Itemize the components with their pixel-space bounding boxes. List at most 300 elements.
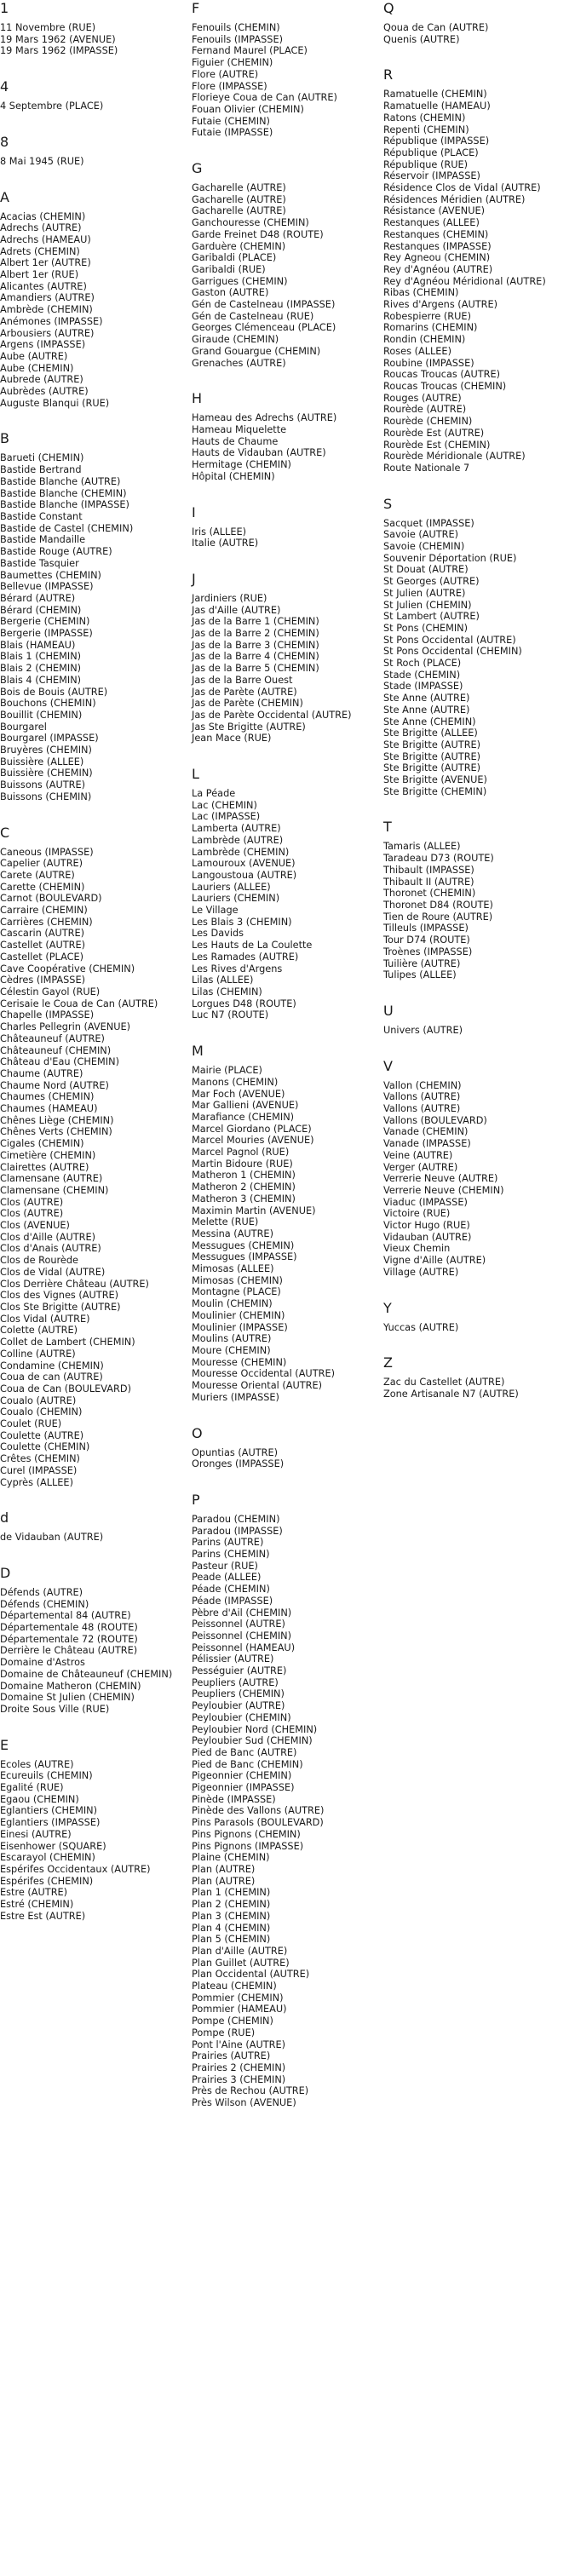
street-name: Ratons (CHEMIN) bbox=[383, 112, 466, 124]
street-name: Jean Mace (RUE) bbox=[192, 733, 272, 745]
section-letter-heading: M bbox=[192, 1043, 204, 1060]
street-name: Messugues (CHEMIN) bbox=[192, 1239, 295, 1251]
street-name: Chaumes (CHEMIN) bbox=[0, 1091, 95, 1103]
street-name: Ramatuelle (CHEMIN) bbox=[383, 89, 487, 101]
street-name: Auguste Blanqui (RUE) bbox=[0, 397, 110, 409]
section-spacer bbox=[0, 1488, 189, 1509]
street-name: Hauts de Chaume bbox=[192, 435, 279, 447]
section-letter-heading: I bbox=[192, 503, 196, 520]
section-spacer bbox=[192, 139, 381, 160]
section-spacer bbox=[0, 1923, 189, 1944]
street-name: Futaie (CHEMIN) bbox=[192, 115, 270, 127]
street-name: Pességuier (AUTRE) bbox=[192, 1665, 287, 1677]
street-name: Clos (AUTRE) bbox=[0, 1196, 64, 1208]
street-name: Condamine (CHEMIN) bbox=[0, 1360, 104, 1371]
street-name: Les Ramades (AUTRE) bbox=[192, 951, 299, 963]
street-name: Chaume (AUTRE) bbox=[0, 1067, 83, 1079]
street-name: Ste Brigitte (AVENUE) bbox=[383, 774, 487, 786]
street-name: Matheron 3 (CHEMIN) bbox=[192, 1193, 296, 1205]
street-name: Langoustoua (AUTRE) bbox=[192, 869, 297, 881]
street-name: Défends (CHEMIN) bbox=[0, 1598, 89, 1610]
street-name: Prairies (AUTRE) bbox=[192, 2050, 271, 2062]
street-name: Grenaches (AUTRE) bbox=[192, 357, 286, 369]
street-name: République (IMPASSE) bbox=[383, 135, 490, 147]
street-name: Derrière le Château (AUTRE) bbox=[0, 1645, 138, 1657]
section-letter-heading: J bbox=[192, 570, 196, 587]
street-name: Lilas (CHEMIN) bbox=[192, 986, 262, 998]
street-name: Bérard (AUTRE) bbox=[0, 592, 76, 604]
street-name: Mar Gallieni (AVENUE) bbox=[192, 1100, 299, 1112]
street-name: Peyloubier Nord (CHEMIN) bbox=[192, 1723, 318, 1735]
street-name: Bergerie (CHEMIN) bbox=[0, 616, 90, 628]
street-name: Matheron 2 (CHEMIN) bbox=[192, 1182, 296, 1193]
street-name: Pins Parasols (BOULEVARD) bbox=[192, 1817, 324, 1829]
street-name: Arbousiers (AUTRE) bbox=[0, 327, 95, 339]
street-name: Clos (AVENUE) bbox=[0, 1220, 70, 1232]
street-name: Collet de Lambert (CHEMIN) bbox=[0, 1337, 135, 1348]
street-name: Albert 1er (AUTRE) bbox=[0, 257, 91, 269]
street-name: Pins Pignons (IMPASSE) bbox=[192, 1840, 304, 1852]
letter-section bbox=[192, 160, 381, 369]
street-list bbox=[0, 847, 189, 1489]
street-name: Pinède des Vallons (AUTRE) bbox=[192, 1805, 325, 1817]
street-name: Réservoir (IMPASSE) bbox=[383, 170, 480, 182]
section-spacer bbox=[192, 549, 381, 571]
street-name: Egaou (CHEMIN) bbox=[0, 1793, 79, 1805]
section-spacer bbox=[383, 1333, 575, 1354]
street-name: Flore (AUTRE) bbox=[192, 68, 259, 80]
street-name: Garibaldi (RUE) bbox=[192, 263, 266, 275]
street-name: Flore (IMPASSE) bbox=[192, 80, 267, 92]
street-name: Résidence Clos de Vidal (AUTRE) bbox=[383, 182, 541, 194]
section-letter-heading: S bbox=[383, 495, 393, 512]
street-name: Crêtes (CHEMIN) bbox=[0, 1453, 80, 1465]
street-name: Gén de Castelneau (IMPASSE) bbox=[192, 299, 336, 311]
street-name: Albert 1er (RUE) bbox=[0, 269, 79, 281]
letter-section bbox=[0, 1565, 189, 1716]
street-name: Bellevue (IMPASSE) bbox=[0, 581, 94, 593]
street-name: Plan 3 (CHEMIN) bbox=[192, 1910, 271, 1922]
section-spacer bbox=[192, 1404, 381, 1425]
street-name: Oronges (IMPASSE) bbox=[192, 1458, 285, 1470]
street-name: Clamensane (CHEMIN) bbox=[0, 1184, 109, 1196]
street-name: Résistance (AVENUE) bbox=[383, 205, 486, 217]
street-name: Bouchons (CHEMIN) bbox=[0, 698, 96, 710]
street-name: Château d'Eau (CHEMIN) bbox=[0, 1056, 119, 1068]
street-list bbox=[192, 22, 381, 139]
street-name: Gaston (AUTRE) bbox=[192, 287, 269, 299]
street-name: Bastide Constant bbox=[0, 510, 83, 522]
street-name: Jas de Parète (AUTRE) bbox=[192, 686, 297, 698]
street-name: Adrechs (HAMEAU) bbox=[0, 233, 91, 245]
street-name: Giraude (CHEMIN) bbox=[192, 334, 279, 346]
street-name: Rourède (CHEMIN) bbox=[383, 416, 473, 428]
street-list bbox=[192, 412, 381, 482]
street-name: Eglantiers (CHEMIN) bbox=[0, 1805, 98, 1817]
street-name: Luc N7 (ROUTE) bbox=[192, 1009, 269, 1021]
street-name: Ste Anne (CHEMIN) bbox=[383, 716, 476, 727]
letter-section bbox=[0, 78, 189, 112]
street-name: Vallon (CHEMIN) bbox=[383, 1079, 462, 1091]
street-name: Chaumes (HAMEAU) bbox=[0, 1103, 98, 1115]
street-name: Les Davids bbox=[192, 928, 244, 940]
street-name: Colette (AUTRE) bbox=[0, 1325, 78, 1337]
street-name: Aube (AUTRE) bbox=[0, 350, 68, 362]
section-spacer bbox=[0, 112, 189, 134]
street-list bbox=[383, 22, 575, 45]
street-name: Près Wilson (AVENUE) bbox=[192, 2097, 296, 2109]
street-name: Coulet (RUE) bbox=[0, 1418, 62, 1430]
street-name: Domaine de Châteauneuf (CHEMIN) bbox=[0, 1668, 173, 1680]
street-name: Adrets (CHEMIN) bbox=[0, 245, 80, 257]
street-name: Pied de Banc (CHEMIN) bbox=[192, 1758, 303, 1770]
street-name: Cerisaie le Coua de Can (AUTRE) bbox=[0, 998, 158, 1009]
street-name: Tour D74 (ROUTE) bbox=[383, 934, 470, 946]
street-name: Robespierre (RUE) bbox=[383, 310, 471, 322]
street-name: Stade (CHEMIN) bbox=[383, 669, 461, 681]
street-name: Ecureuils (CHEMIN) bbox=[0, 1770, 93, 1782]
street-name: Fenouils (CHEMIN) bbox=[192, 22, 280, 33]
street-list bbox=[192, 1065, 381, 1403]
street-name: Ribas (CHEMIN) bbox=[383, 287, 459, 299]
street-name: Plan 5 (CHEMIN) bbox=[192, 1934, 271, 1946]
letter-section bbox=[0, 1737, 189, 1923]
letter-section bbox=[0, 825, 189, 1489]
street-name: Coulette (AUTRE) bbox=[0, 1429, 84, 1441]
street-name: Plan 4 (CHEMIN) bbox=[192, 1922, 271, 1934]
section-spacer bbox=[192, 745, 381, 766]
street-name: Pigeonnier (CHEMIN) bbox=[192, 1770, 292, 1782]
street-name: Thibault II (AUTRE) bbox=[383, 876, 474, 888]
street-name: Coulette (CHEMIN) bbox=[0, 1441, 90, 1453]
street-name: Chaume Nord (AUTRE) bbox=[0, 1079, 109, 1091]
index-column-3 bbox=[383, 0, 575, 1422]
letter-section bbox=[0, 0, 189, 57]
street-name: République (RUE) bbox=[383, 158, 469, 170]
street-name: Verger (AUTRE) bbox=[383, 1161, 458, 1173]
street-name: Manons (CHEMIN) bbox=[192, 1076, 279, 1088]
street-name: Restanques (CHEMIN) bbox=[383, 228, 489, 240]
street-name: Estré (CHEMIN) bbox=[0, 1899, 74, 1911]
street-name: Maximin Martin (AVENUE) bbox=[192, 1205, 316, 1216]
street-name: Espérifes (CHEMIN) bbox=[0, 1875, 94, 1887]
street-name: Paradou (IMPASSE) bbox=[192, 1525, 283, 1537]
street-name: Fouan Olivier (CHEMIN) bbox=[192, 103, 304, 115]
street-name: Bois de Bouis (AUTRE) bbox=[0, 686, 108, 698]
street-name: Blais 4 (CHEMIN) bbox=[0, 674, 82, 686]
section-letter-heading: Y bbox=[383, 1299, 392, 1316]
street-name: Domaine d'Astros bbox=[0, 1657, 85, 1669]
street-name: Fernand Maurel (PLACE) bbox=[192, 45, 308, 57]
street-name: Cave Coopérative (CHEMIN) bbox=[0, 963, 135, 975]
street-list bbox=[383, 1377, 575, 1400]
street-name: Tulipes (ALLEE) bbox=[383, 969, 457, 981]
letter-section bbox=[383, 0, 575, 45]
street-name: Melette (RUE) bbox=[192, 1216, 259, 1228]
letter-section bbox=[192, 571, 381, 745]
street-name: Baumettes (CHEMIN) bbox=[0, 569, 101, 581]
street-name: Lauriers (ALLEE) bbox=[192, 881, 271, 893]
street-name: Ste Anne (AUTRE) bbox=[383, 693, 470, 704]
letter-section bbox=[383, 1058, 575, 1279]
street-name: Buissière (ALLEE) bbox=[0, 756, 84, 768]
street-name: Peade (ALLEE) bbox=[192, 1572, 262, 1584]
section-letter-heading: F bbox=[192, 0, 200, 16]
street-name: Rey d'Agnéou (AUTRE) bbox=[383, 263, 493, 275]
street-name: Célestin Gayol (RUE) bbox=[0, 986, 101, 998]
street-name: Lauriers (CHEMIN) bbox=[192, 893, 280, 905]
section-letter-heading: Z bbox=[383, 1354, 393, 1371]
letter-section bbox=[192, 390, 381, 482]
street-name: Vallons (AUTRE) bbox=[383, 1091, 461, 1103]
street-name: Bergerie (IMPASSE) bbox=[0, 628, 93, 640]
street-name: Bouillit (CHEMIN) bbox=[0, 709, 83, 721]
street-name: Clos (AUTRE) bbox=[0, 1208, 64, 1220]
street-name: Blais 2 (CHEMIN) bbox=[0, 663, 82, 675]
street-name: Pigeonnier (IMPASSE) bbox=[192, 1782, 295, 1794]
street-name: Bourgarel bbox=[0, 721, 47, 733]
section-letter-heading: C bbox=[0, 824, 10, 841]
street-name: Pont l'Aine (AUTRE) bbox=[192, 2038, 286, 2050]
street-name: 19 Mars 1962 (AVENUE) bbox=[0, 33, 116, 45]
street-name: Défends (AUTRE) bbox=[0, 1586, 83, 1598]
street-name: Prairies 2 (CHEMIN) bbox=[192, 2061, 286, 2073]
street-name: Colline (AUTRE) bbox=[0, 1348, 76, 1360]
street-name: Mimosas (CHEMIN) bbox=[192, 1274, 283, 1286]
street-name: Martin Bidoure (RUE) bbox=[192, 1158, 293, 1170]
section-letter-heading: V bbox=[383, 1057, 393, 1074]
street-name: Mimosas (ALLEE) bbox=[192, 1263, 274, 1275]
street-name: Univers (AUTRE) bbox=[383, 1024, 463, 1036]
section-spacer bbox=[0, 57, 189, 78]
letter-section bbox=[383, 1354, 575, 1400]
street-name: Moulin (CHEMIN) bbox=[192, 1298, 273, 1310]
street-name: Mouresse (CHEMIN) bbox=[192, 1356, 287, 1368]
street-name: Domaine Matheron (CHEMIN) bbox=[0, 1680, 141, 1692]
street-list bbox=[0, 1587, 189, 1716]
street-name: Ste Brigitte (AUTRE) bbox=[383, 739, 481, 750]
index-column-1 bbox=[0, 0, 189, 1944]
street-name: Ste Brigitte (CHEMIN) bbox=[383, 785, 487, 797]
street-name: Plan Occidental (AUTRE) bbox=[192, 1969, 310, 1981]
street-name: Peupliers (CHEMIN) bbox=[192, 1688, 285, 1700]
street-name: Peyloubier (CHEMIN) bbox=[192, 1711, 291, 1723]
street-name: Estre (AUTRE) bbox=[0, 1887, 68, 1899]
street-name: Hameau des Adrechs (AUTRE) bbox=[192, 412, 337, 424]
street-name: Rourède Méridionale (AUTRE) bbox=[383, 451, 526, 463]
street-name: Espérifes Occidentaux (AUTRE) bbox=[0, 1864, 151, 1875]
street-name: Anémones (IMPASSE) bbox=[0, 315, 103, 327]
street-name: La Péade bbox=[192, 788, 236, 800]
street-name: Paradou (CHEMIN) bbox=[192, 1513, 280, 1525]
street-name: Qoua de Can (AUTRE) bbox=[383, 22, 489, 33]
street-name: Ste Anne (AUTRE) bbox=[383, 704, 470, 716]
street-name: Près de Rechou (AUTRE) bbox=[192, 2085, 309, 2097]
section-spacer bbox=[383, 1037, 575, 1058]
street-list bbox=[383, 89, 575, 474]
street-name: Alicantes (AUTRE) bbox=[0, 280, 87, 292]
street-name: Pinède (IMPASSE) bbox=[192, 1793, 276, 1805]
street-name: Ramatuelle (HAMEAU) bbox=[383, 101, 491, 112]
street-name: Restanques (ALLEE) bbox=[383, 217, 480, 229]
street-name: Plateau (CHEMIN) bbox=[192, 1981, 277, 1992]
section-spacer bbox=[192, 2109, 381, 2130]
street-name: Mairie (PLACE) bbox=[192, 1065, 262, 1077]
street-name: Gacharelle (AUTRE) bbox=[192, 205, 286, 217]
street-name: Verrerie Neuve (AUTRE) bbox=[383, 1173, 498, 1185]
street-name: Ecoles (AUTRE) bbox=[0, 1758, 74, 1770]
street-list bbox=[192, 1514, 381, 2109]
street-name: Yuccas (AUTRE) bbox=[383, 1321, 459, 1333]
street-name: Adrechs (AUTRE) bbox=[0, 222, 82, 234]
street-name: Pompe (RUE) bbox=[192, 2027, 256, 2038]
street-name: Tien de Roure (AUTRE) bbox=[383, 911, 493, 923]
street-name: Aubrede (AUTRE) bbox=[0, 374, 83, 386]
street-name: Bastide Blanche (IMPASSE) bbox=[0, 499, 129, 511]
street-name: St Georges (AUTRE) bbox=[383, 576, 480, 588]
street-name: Acacias (CHEMIN) bbox=[0, 210, 86, 222]
street-name: Taradeau D73 (ROUTE) bbox=[383, 853, 494, 865]
street-name: Jas de la Barre 5 (CHEMIN) bbox=[192, 663, 319, 675]
street-name: Repenti (CHEMIN) bbox=[383, 124, 469, 135]
street-name: Départementale 72 (ROUTE) bbox=[0, 1633, 138, 1645]
street-name: Cyprès (ALLEE) bbox=[0, 1476, 73, 1488]
street-name: Capelier (AUTRE) bbox=[0, 858, 83, 870]
street-list bbox=[192, 182, 381, 369]
street-name: Plan 1 (CHEMIN) bbox=[192, 1887, 271, 1899]
letter-section bbox=[0, 1509, 189, 1544]
street-list bbox=[0, 211, 189, 410]
street-name: Gacharelle (AUTRE) bbox=[192, 182, 286, 194]
street-name: Opuntias (AUTRE) bbox=[192, 1446, 279, 1458]
street-name: Jas de Parète Occidental (AUTRE) bbox=[192, 709, 352, 721]
section-letter-heading: R bbox=[383, 66, 394, 83]
street-name: Jardiniers (RUE) bbox=[192, 592, 267, 604]
street-name: Chênes Verts (CHEMIN) bbox=[0, 1126, 112, 1138]
street-name: Victoire (RUE) bbox=[383, 1208, 451, 1220]
section-spacer bbox=[0, 409, 189, 430]
street-name: Jas de la Barre Ouest bbox=[192, 674, 293, 686]
letter-section bbox=[192, 766, 381, 1021]
street-name: Pompe (CHEMIN) bbox=[192, 2015, 273, 2027]
street-name: Bastide Mandaille bbox=[0, 534, 86, 546]
street-name: Coualo (AUTRE) bbox=[0, 1394, 77, 1406]
street-name: Roucas Troucas (AUTRE) bbox=[383, 369, 501, 381]
street-name: Coua de Can (BOULEVARD) bbox=[0, 1383, 131, 1394]
street-name: Jas de la Barre 1 (CHEMIN) bbox=[192, 616, 319, 628]
street-name: Argens (IMPASSE) bbox=[0, 339, 86, 351]
letter-section bbox=[0, 430, 189, 802]
letter-section bbox=[0, 134, 189, 168]
street-list bbox=[383, 1025, 575, 1037]
street-name: Hameau Miquelette bbox=[192, 423, 287, 435]
street-name: Grand Gouargue (CHEMIN) bbox=[192, 345, 321, 357]
street-name: Châteauneuf (CHEMIN) bbox=[0, 1044, 112, 1056]
street-name: Cimetière (CHEMIN) bbox=[0, 1149, 96, 1161]
street-name: St Douat (AUTRE) bbox=[383, 564, 469, 576]
street-name: Buissons (AUTRE) bbox=[0, 779, 86, 791]
street-name: Garrigues (CHEMIN) bbox=[192, 275, 288, 287]
street-name: Thoronet D84 (ROUTE) bbox=[383, 900, 493, 911]
street-name: Domaine St Julien (CHEMIN) bbox=[0, 1692, 135, 1704]
street-name: Lac (CHEMIN) bbox=[192, 799, 257, 811]
street-name: Plan (AUTRE) bbox=[192, 1864, 256, 1875]
street-list bbox=[192, 788, 381, 1021]
street-name: Cigales (CHEMIN) bbox=[0, 1138, 84, 1150]
section-letter-heading: d bbox=[0, 1509, 9, 1527]
street-name: Marcel Mouries (AVENUE) bbox=[192, 1135, 314, 1147]
street-name: Vieux Chemin bbox=[383, 1243, 451, 1255]
street-name: Mar Foch (AVENUE) bbox=[192, 1088, 285, 1100]
street-name: Les Blais 3 (CHEMIN) bbox=[192, 916, 292, 928]
street-name: Buissière (CHEMIN) bbox=[0, 768, 93, 779]
street-name: St Julien (CHEMIN) bbox=[383, 599, 472, 611]
street-name: St Pons Occidental (AUTRE) bbox=[383, 634, 516, 646]
section-letter-heading: L bbox=[192, 766, 199, 783]
street-name: Aubrèdes (AUTRE) bbox=[0, 386, 89, 398]
street-name: Tilleuls (IMPASSE) bbox=[383, 923, 469, 934]
street-name: Viaduc (IMPASSE) bbox=[383, 1196, 468, 1208]
section-letter-heading: A bbox=[0, 188, 9, 205]
letter-section bbox=[383, 819, 575, 980]
section-spacer bbox=[383, 1279, 575, 1300]
street-name: Barueti (CHEMIN) bbox=[0, 452, 84, 464]
street-name: Lamberta (AUTRE) bbox=[192, 823, 281, 835]
street-name: Vanade (CHEMIN) bbox=[383, 1126, 469, 1138]
street-name: Parins (AUTRE) bbox=[192, 1537, 264, 1549]
street-name: Mouresse Oriental (AUTRE) bbox=[192, 1380, 323, 1392]
street-name: Rondin (CHEMIN) bbox=[383, 334, 466, 346]
street-list bbox=[383, 518, 575, 798]
street-list bbox=[0, 22, 189, 57]
letter-section bbox=[383, 1300, 575, 1334]
street-name: Bourgarel (IMPASSE) bbox=[0, 733, 99, 745]
section-letter-heading: U bbox=[383, 1002, 394, 1019]
section-letter-heading: T bbox=[383, 819, 392, 836]
section-spacer bbox=[192, 483, 381, 504]
letter-section bbox=[192, 1425, 381, 1470]
street-name: Rey d'Agnéou Méridional (AUTRE) bbox=[383, 275, 546, 287]
street-name: Italie (AUTRE) bbox=[192, 538, 259, 549]
street-name: Pommier (HAMEAU) bbox=[192, 2004, 287, 2015]
section-spacer bbox=[383, 797, 575, 819]
street-name: Ganchouresse (CHEMIN) bbox=[192, 217, 309, 229]
street-name: Georges Clémenceau (PLACE) bbox=[192, 322, 336, 334]
street-name: Jas de la Barre 4 (CHEMIN) bbox=[192, 651, 319, 663]
street-name: Clos Ste Brigitte (AUTRE) bbox=[0, 1301, 121, 1313]
letter-section bbox=[0, 189, 189, 410]
street-name: Pélissier (AUTRE) bbox=[192, 1653, 274, 1665]
street-name: Plaine (CHEMIN) bbox=[192, 1852, 270, 1864]
section-letter-heading: 8 bbox=[0, 133, 9, 150]
street-name: Victor Hugo (RUE) bbox=[383, 1220, 470, 1232]
street-name: Ste Brigitte (ALLEE) bbox=[383, 727, 478, 739]
street-name: Bastide Blanche (CHEMIN) bbox=[0, 487, 127, 499]
street-name: Gén de Castelneau (RUE) bbox=[192, 310, 314, 322]
section-letter-heading: O bbox=[192, 1424, 203, 1441]
section-spacer bbox=[0, 1716, 189, 1737]
street-name: Châteauneuf (AUTRE) bbox=[0, 1032, 105, 1044]
street-name: Iris (ALLEE) bbox=[192, 526, 246, 538]
street-name: Bastide de Castel (CHEMIN) bbox=[0, 522, 134, 534]
street-name: Eisenhower (SQUARE) bbox=[0, 1840, 106, 1852]
street-name: Hôpital (CHEMIN) bbox=[192, 470, 275, 482]
street-name: Cascarin (AUTRE) bbox=[0, 928, 85, 940]
street-name: Clos Vidal (AUTRE) bbox=[0, 1313, 90, 1325]
street-name: St Julien (AUTRE) bbox=[383, 587, 466, 599]
letter-section bbox=[192, 1492, 381, 2109]
street-name: Clos de Vidal (AUTRE) bbox=[0, 1266, 106, 1278]
